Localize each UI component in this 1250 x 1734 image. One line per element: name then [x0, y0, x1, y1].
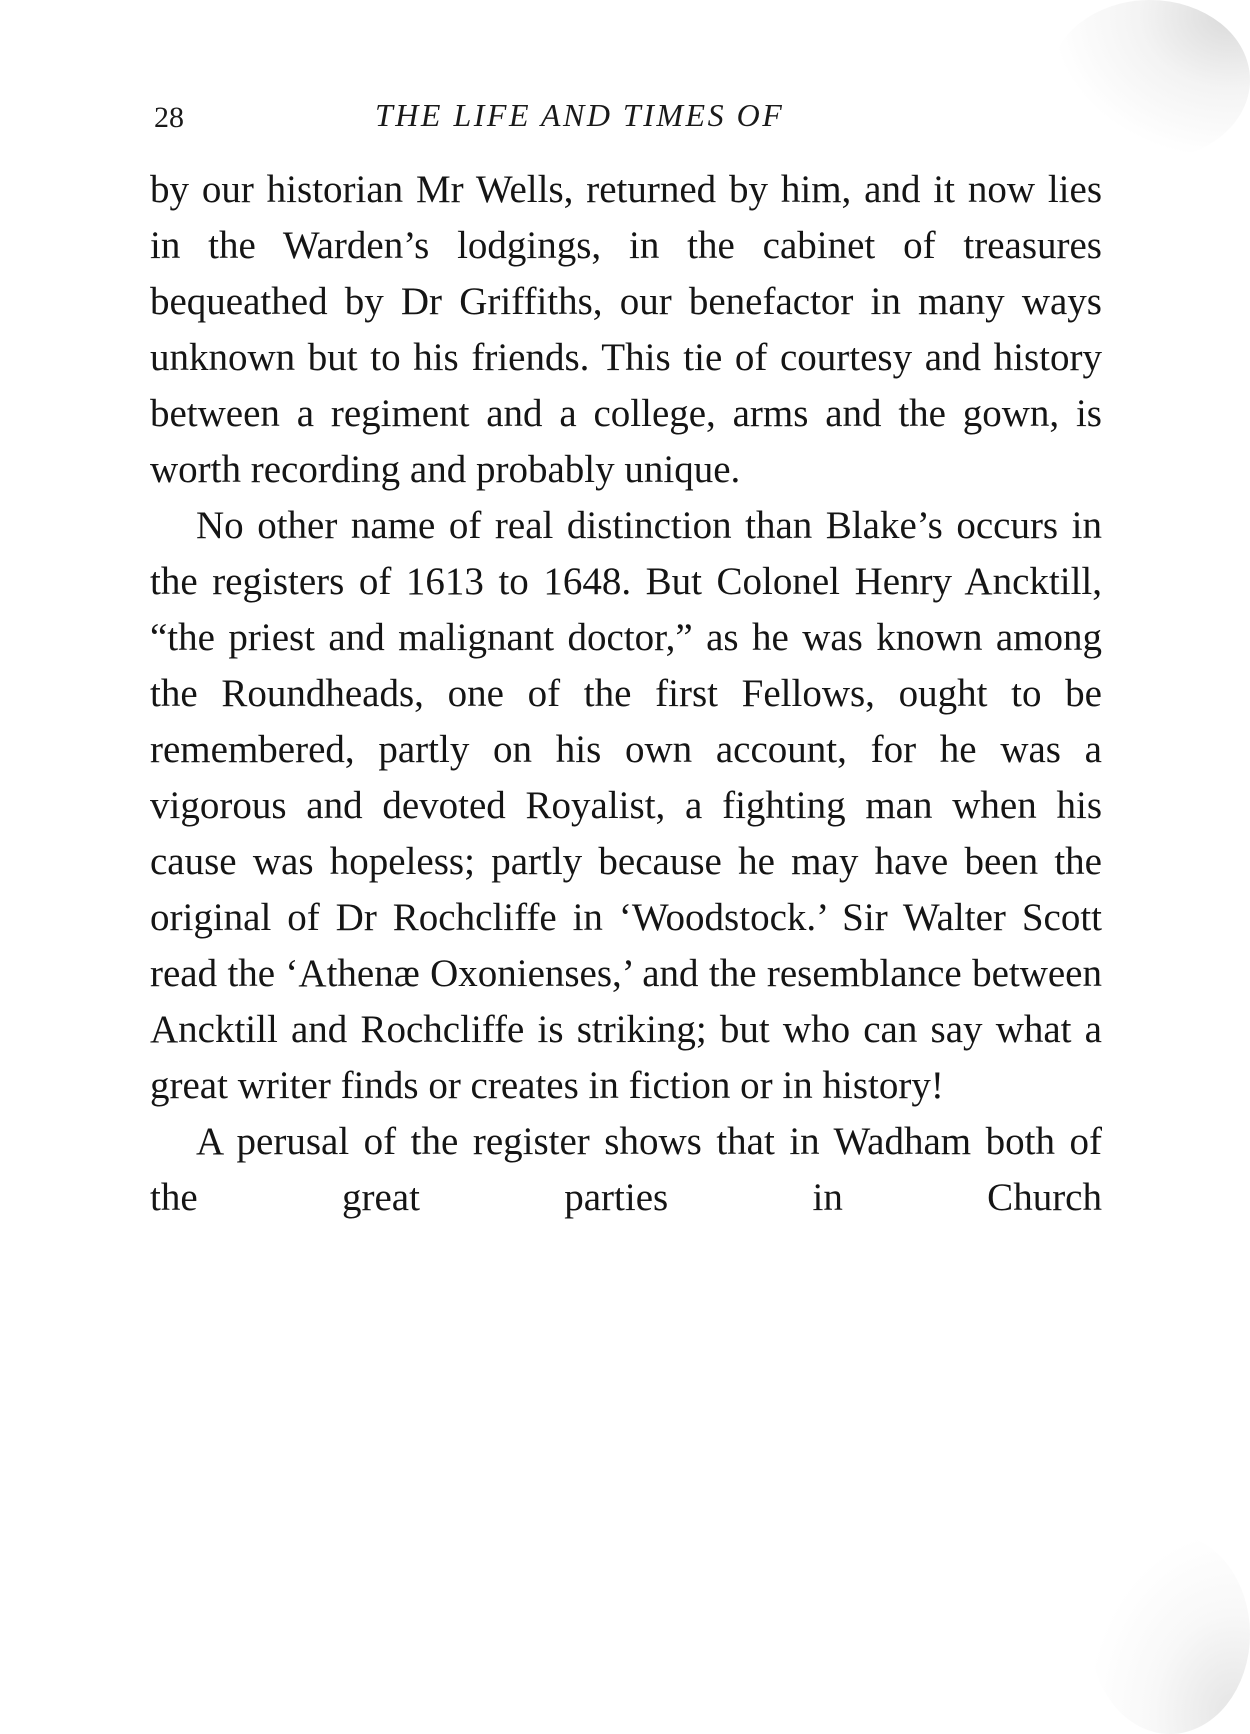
page-number: 28	[154, 101, 184, 134]
body-text	[150, 162, 1102, 1226]
paragraph: A perusal of the register shows that in Wadham both of the great parties in Church	[150, 1120, 1102, 1219]
running-title: THE LIFE AND TIMES OF	[375, 97, 785, 133]
running-header	[150, 88, 1100, 144]
paragraph: by our historian Mr Wells, returned by him, and it now lies in the Warden’s lodgings, in the cabinet of treasures bequeathed by Dr Griffiths, our benefactor in many ways unknown but to his friends. This tie of courtesy and history between a regiment and a college, arms and the gown, is worth recording and probably unique.	[150, 168, 1102, 491]
paragraph: No other name of real distinction than Blake’s occurs in the registers of 1613 to 1648. But Colonel Henry Ancktill, “the priest and malignant doctor,” as he was known among the Roundheads, one of the first Fellows, ought to be remembered, partly on his own account, for he was a vigorous and devoted Royalist, a fighting man when his cause was hopeless; partly because he may have been the original of Dr Rochcliffe in ‘Woodstock.’ Sir Walter Scott read the ‘Athenæ Oxonienses,’ and the resemblance between Ancktill and Rochcliffe is striking; but who can say what a great writer finds or creates in fiction or in history!	[150, 504, 1102, 1107]
page-edge-speckle	[1090, 1534, 1250, 1734]
